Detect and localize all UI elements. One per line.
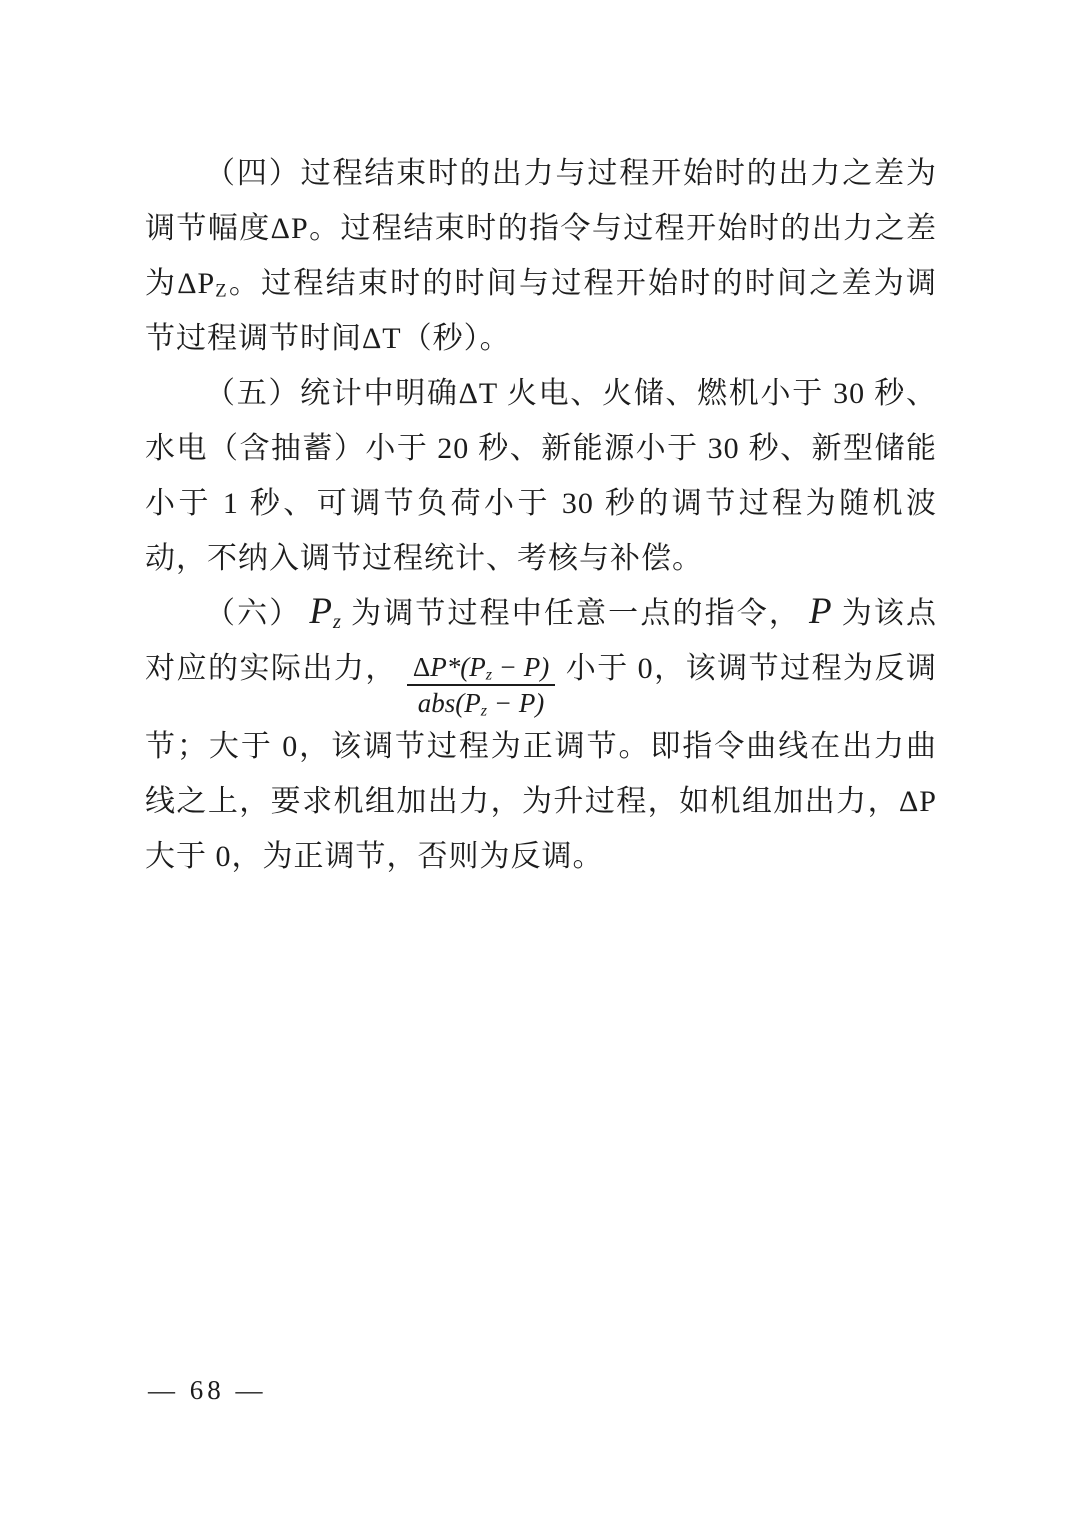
paragraph-6-label: （六） (205, 597, 302, 630)
paragraph-6-text-c: 小于 0，该调节过程为反调节；大于 0，该调节过程为正调节。即指令曲线在出力曲线之上，要求机组加出力，为升过程，如机组加出力，ΔP 大于 0，为正调节，否则为反调。 (145, 652, 938, 873)
paragraph-6-text-b: 为该点对应的实际出力， (145, 597, 938, 685)
delta-pz-subscript: Z (215, 280, 228, 302)
formula-den-end: − P) (487, 688, 545, 718)
math-var-pz-sub: z (333, 611, 342, 634)
formula-num-sub: z (485, 665, 493, 684)
formula-denominator (407, 684, 555, 719)
paragraph-item-4 (145, 146, 937, 366)
paragraph-4-text-start: （四）过程结束时的出力与过程开始时的出力之差为调节幅度ΔP。过程结束时的指令与过程开始时的出力之差为ΔP (145, 157, 937, 300)
paragraph-item-5 (145, 366, 937, 586)
paragraph-4-text-end: 。过程结束时的时间与过程开始时的时间之差为调节过程调节时间ΔT（秒）。 (145, 267, 938, 355)
formula-den-start: abs(P (417, 688, 481, 718)
formula-fraction (407, 651, 555, 719)
formula-numerator (407, 651, 555, 684)
math-var-pz (309, 591, 342, 632)
paragraph-item-6 (145, 586, 937, 884)
formula-delta: Δ (412, 652, 431, 682)
page-number: — 68 — (148, 1375, 267, 1405)
math-var-pz-base: P (309, 591, 334, 632)
text-block (145, 146, 937, 884)
paragraph-6-text-a: 为调节过程中任意一点的指令， (349, 597, 801, 630)
formula-den-sub: z (480, 701, 488, 720)
math-var-p: P (809, 591, 833, 632)
paragraph-5-text: （五）统计中明确ΔT 火电、火储、燃机小于 30 秒、水电（含抽蓄）小于 20 秒、新能源小于 30 秒、新型储能小于 1 秒、可调节负荷小于 30 秒的调节过程为随机波动，不纳入调节过程统计、考核与补偿。 (145, 377, 937, 575)
formula-num-end: − P) (492, 652, 550, 682)
formula-num-mid: P*(P (430, 652, 486, 682)
